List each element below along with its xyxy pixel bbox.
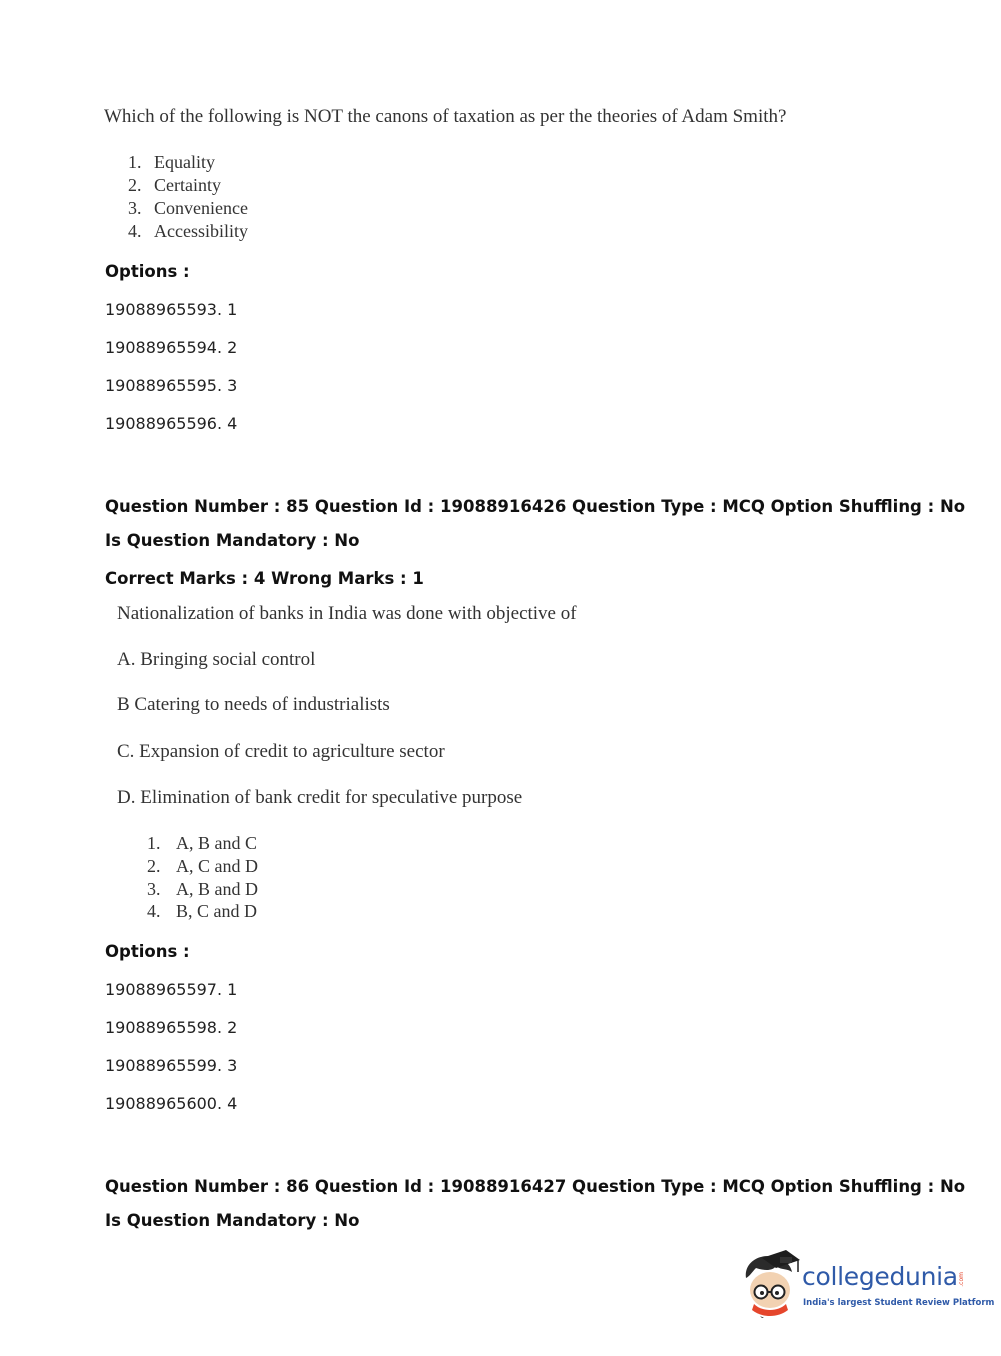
logo-suffix: .com [958, 1272, 965, 1287]
q85-list-item: 1. A, B and C [147, 833, 257, 853]
q85-marks: Correct Marks : 4 Wrong Marks : 1 [105, 569, 424, 588]
q84-option: 19088965593. 1 [105, 300, 238, 319]
collegedunia-logo [740, 1248, 995, 1320]
q85-options-label: Options : [105, 942, 190, 961]
q84-list-item: 1. Equality [128, 152, 215, 172]
q85-mandatory: Is Question Mandatory : No [105, 531, 360, 550]
q85-option: 19088965597. 1 [105, 980, 238, 999]
q85-option: 19088965598. 2 [105, 1018, 238, 1037]
q85-statement: C. Expansion of credit to agriculture sector [117, 741, 445, 762]
q85-statement: B Catering to needs of industrialists [117, 694, 390, 715]
q86-mandatory: Is Question Mandatory : No [105, 1211, 360, 1230]
q84-list-item: 4. Accessibility [128, 221, 248, 241]
q85-option: 19088965599. 3 [105, 1056, 238, 1075]
logo-wordmark: collegedunia [802, 1262, 958, 1291]
q84-option: 19088965595. 3 [105, 376, 238, 395]
logo-tagline: India's largest Student Review Platform [803, 1298, 995, 1308]
q84-option: 19088965596. 4 [105, 414, 238, 433]
q84-option: 19088965594. 2 [105, 338, 238, 357]
q85-question-text: Nationalization of banks in India was done with objective of [117, 603, 577, 624]
q84-list-item: 3. Convenience [128, 198, 248, 218]
q85-list-item: 3. A, B and D [147, 879, 258, 899]
q85-option: 19088965600. 4 [105, 1094, 238, 1113]
q85-list-item: 2. A, C and D [147, 856, 258, 876]
q84-list-item: 2. Certainty [128, 175, 221, 195]
q85-list-item: 4. B, C and D [147, 901, 257, 921]
q84-options-label: Options : [105, 262, 190, 281]
q85-statement: D. Elimination of bank credit for speculative purpose [117, 787, 523, 808]
q85-header: Question Number : 85 Question Id : 19088916426 Question Type : MCQ Option Shuffling : No [105, 497, 966, 516]
mascot-icon [740, 1248, 802, 1318]
q84-question-text: Which of the following is NOT the canons of taxation as per the theories of Adam Smith? [104, 106, 787, 127]
q86-header: Question Number : 86 Question Id : 19088916427 Question Type : MCQ Option Shuffling : No [105, 1177, 966, 1196]
q85-statement: A. Bringing social control [117, 649, 316, 670]
